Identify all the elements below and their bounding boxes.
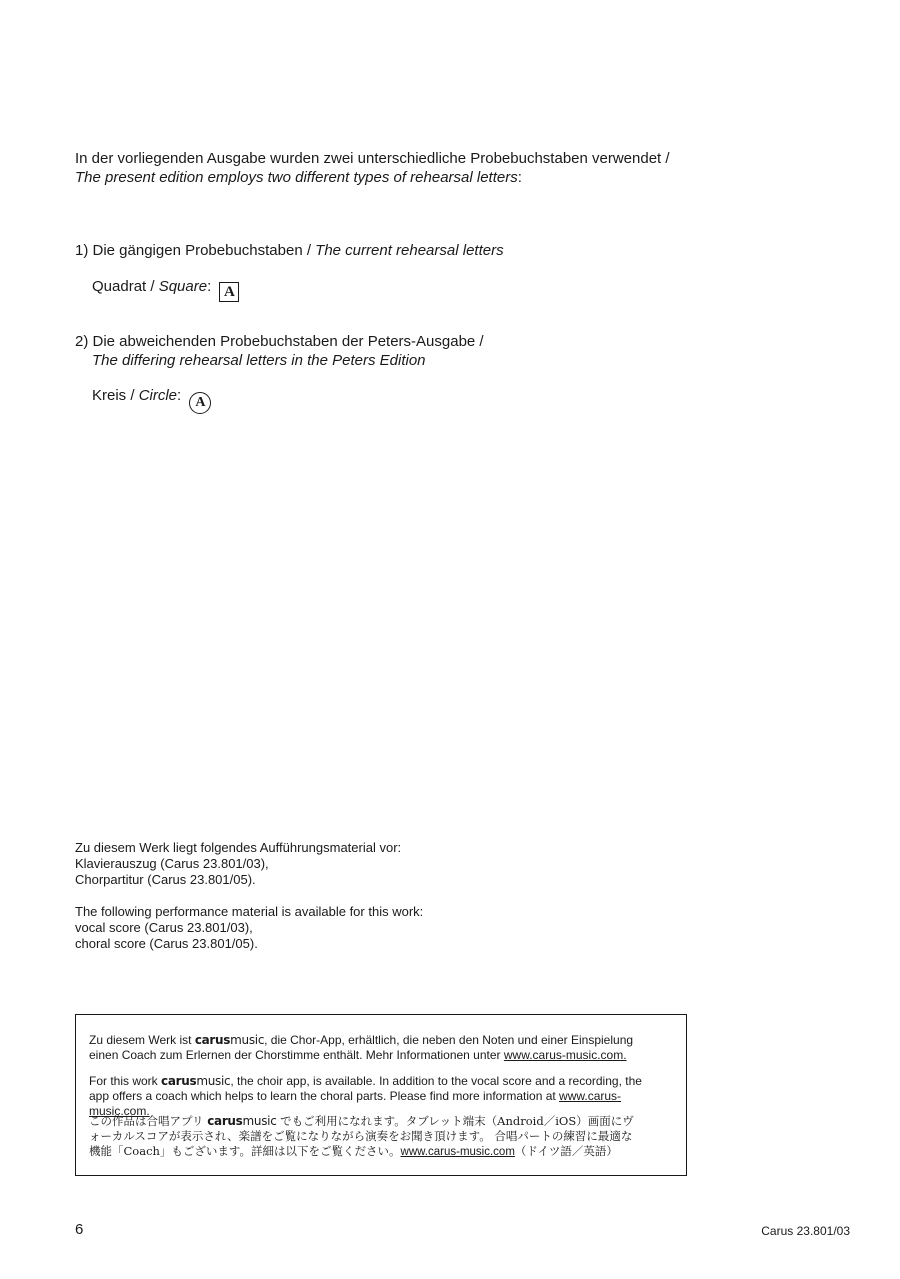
app-de-line1 [89,1033,679,1048]
app-en-line1 [89,1074,679,1089]
square-example [92,277,239,302]
performance-material-german [75,840,675,888]
square-letter-icon: A [219,282,239,302]
square-label-german: Quadrat / [92,278,159,295]
logo-carus: carus [207,1114,243,1128]
app-de-before: Zu diesem Werk ist [89,1033,195,1047]
carus-music-logo [195,1033,264,1047]
material-de-line: Zu diesem Werk liegt folgendes Aufführungsmaterial vor: [75,840,402,855]
intro-english-text: The present edition employs two different types of rehearsal letters [75,169,518,186]
app-en-before: For this work [89,1074,162,1088]
intro [75,149,795,187]
logo-music: music [230,1033,265,1047]
carus-music-logo [207,1114,276,1128]
material-en-line: choral score (Carus 23.801/05). [75,936,258,951]
square-label-english: Square [158,278,208,295]
circle-label-german: Kreis / [92,387,139,404]
square-colon: : [207,278,212,295]
catalog-number: Carus 23.801/03 [761,1224,850,1238]
circle-label-english: Circle [138,387,178,404]
carus-music-link[interactable]: www.carus-music.com. [503,1048,627,1062]
app-jp-after: でもご利用になれます。タブレット端末（Android／iOS）画面にヴ [276,1114,634,1128]
app-en-after: , the choir app, is available. In addition to the vocal score and a recording, the [230,1074,642,1088]
material-de-line: Klavierauszug (Carus 23.801/03), [75,856,269,871]
logo-carus: carus [194,1033,231,1047]
material-en-line: vocal score (Carus 23.801/03), [75,920,253,935]
carus-music-logo [161,1074,230,1088]
app-box-german [89,1033,679,1063]
app-jp-before: この作品は合唱アプリ [89,1114,208,1128]
app-jp-line3-before: 機能「Coach」もございます。詳細は以下をご覧ください。 [89,1144,401,1158]
page-number: 6 [75,1221,84,1238]
section1-heading [75,241,795,260]
logo-carus: carus [161,1074,197,1088]
app-de-after: , die Chor-App, erhältlich, die neben den Noten und einer Einspielung [264,1033,634,1047]
carus-music-app-box [75,1014,687,1176]
intro-english [75,168,795,187]
app-jp-line3-after: （ドイツ語／英語） [514,1144,618,1158]
section2-german: 2) Die abweichenden Probebuchstaben der Peters-Ausgabe / [75,333,484,350]
section2-english: The differing rehearsal letters in the Peters Edition [92,352,426,369]
logo-music: music [196,1074,231,1088]
app-jp-line2: ォーカルスコアが表示され、楽譜をご覧になりながら演奏をお聞き頂けます。 合唱パートの練習に最適な [89,1129,633,1143]
material-de-line: Chorpartitur (Carus 23.801/05). [75,872,256,887]
app-jp-line3 [89,1144,683,1160]
material-en-line: The following performance material is available for this work: [75,904,424,919]
logo-music: music [242,1114,277,1128]
intro-german: In der vorliegenden Ausgabe wurden zwei unterschiedliche Probebuchstaben verwendet / [75,150,670,167]
app-de-line2-text: einen Coach zum Erlernen der Chorstimme enthält. Mehr Informationen unter [89,1048,504,1062]
app-de-line2 [89,1048,679,1063]
circle-colon: : [177,387,182,404]
section1-english: The current rehearsal letters [315,242,504,259]
app-jp-line1 [89,1114,683,1129]
carus-music-link[interactable]: www.carus-music.com. [89,1089,622,1118]
carus-music-link[interactable]: www.carus-music.com [400,1146,515,1158]
app-en-line2-text: app offers a coach which helps to learn the choral parts. Please find more information at [89,1089,560,1103]
section2-english-line [75,351,795,370]
intro-colon: : [517,169,522,186]
performance-material-english [75,904,675,952]
section1-german: 1) Die gängigen Probebuchstaben / [75,242,316,259]
section-circle-letters [75,332,795,370]
app-box-japanese [89,1114,683,1160]
circle-example [92,386,211,414]
circle-letter-icon: A [189,392,211,414]
section-square-letters [75,241,795,260]
app-box-english [89,1074,679,1119]
